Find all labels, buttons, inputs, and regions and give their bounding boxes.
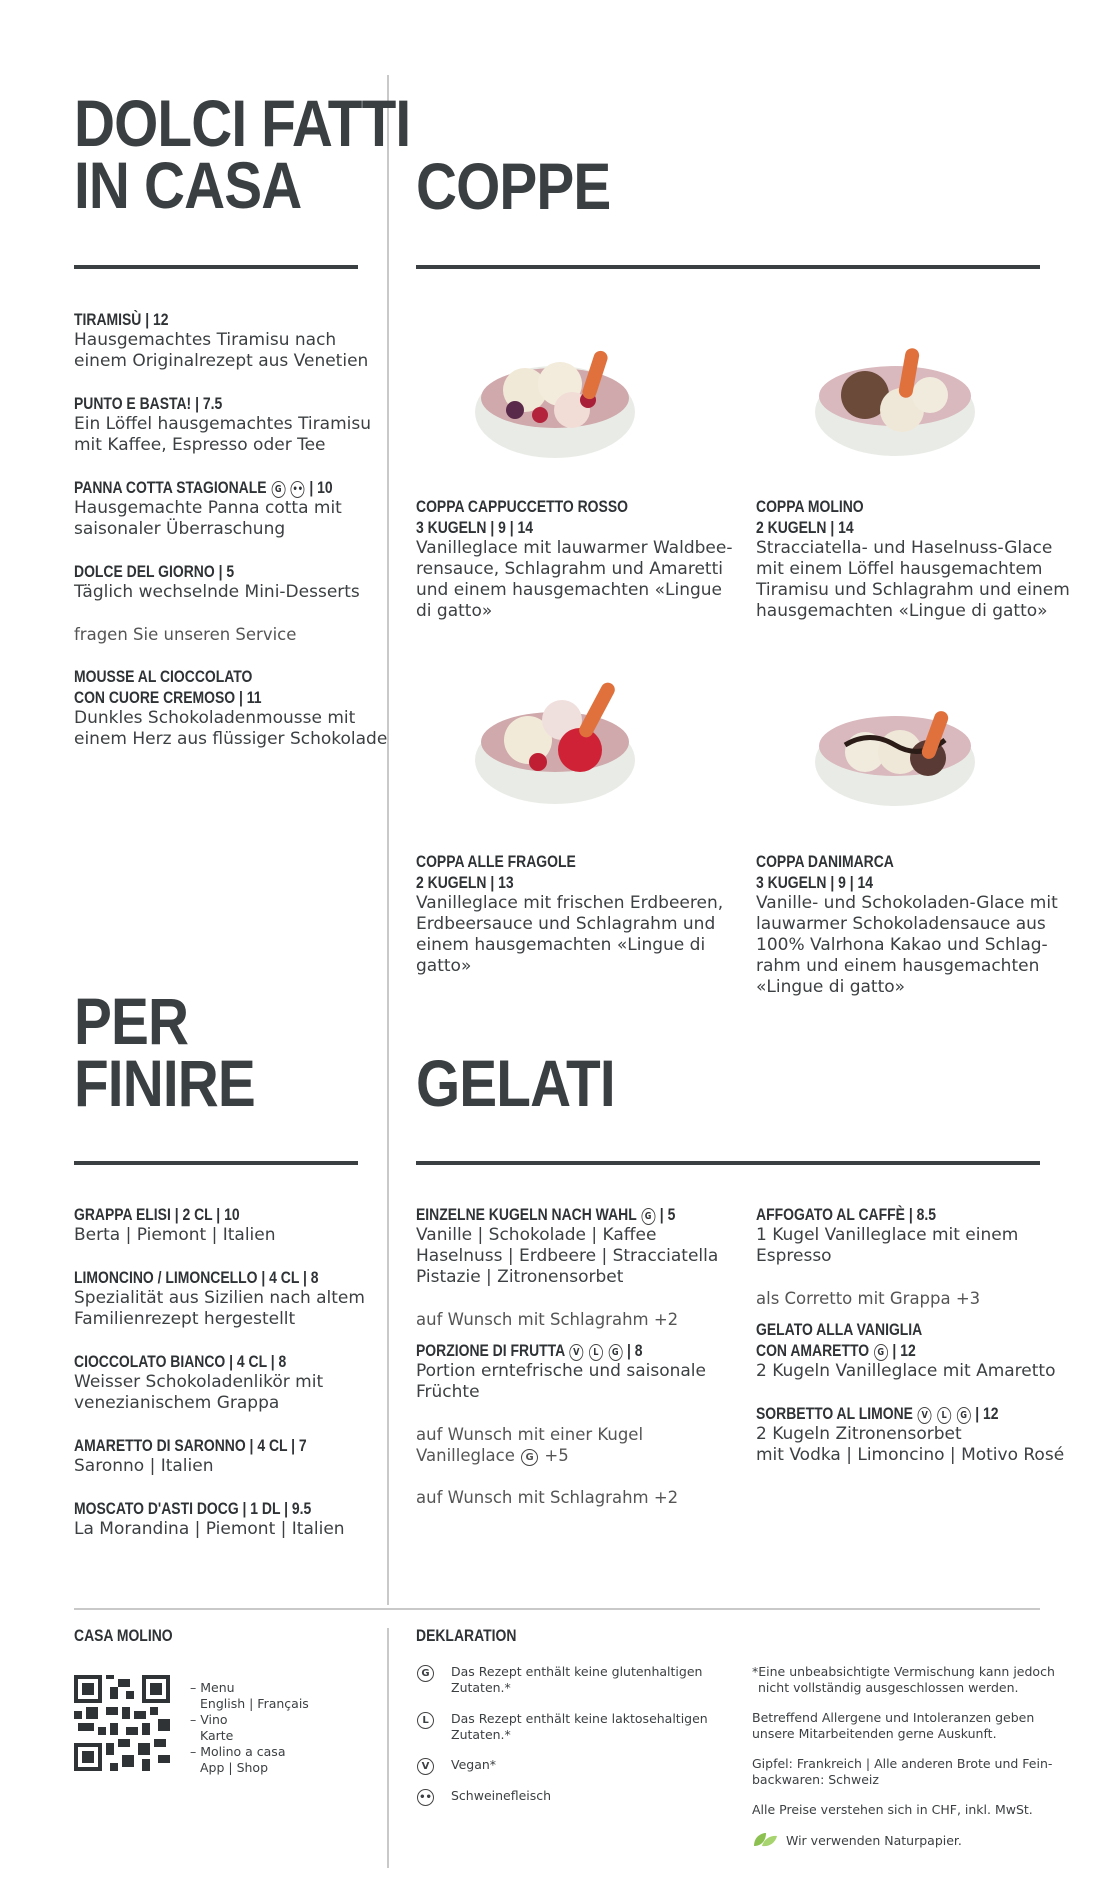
pork-icon: •• [417,1789,434,1806]
link-menu-languages[interactable]: English | Français [200,1696,309,1711]
drink-cioccolato-bianco: CIOCCOLATO BIANCO | 4 CL | 8 Weisser Schokoladenlikör mit venezianischem Grappa [74,1352,324,1413]
footer-notes: *Eine unbeabsichtigte Vermischung kann jedoch nicht vollständig ausgeschlossen werden. Betreffend Allergene und Intoleranzen geben unsere Mitarbeitenden gerne Auskunft. Gipfel: Frankreich | Alle anderen Brote und Fein- backwaren: Schweiz Alle Preise verstehen sich in CHF, inkl. MwSt. Wir verwenden Naturpapier. [752,1664,1055,1848]
per-finire-title: PER FINIRE [74,984,255,1120]
coppa-fragole-image [470,680,640,820]
qr-code[interactable] [74,1675,170,1771]
gluten-free-icon: G [957,1407,971,1424]
vegan-icon: V [417,1758,434,1775]
vegan-icon: V [918,1407,932,1424]
link-vino[interactable]: – Vino [190,1712,228,1727]
lactose-free-icon: L [417,1712,434,1729]
casa-molino-links [190,1680,309,1776]
coppa-molino-image [810,340,980,475]
dolci-rule [74,265,358,269]
deklaration-vegan: V Vegan* [416,1757,496,1773]
column-divider-upper [387,75,389,1605]
coppa-cappuccetto-rosso: COPPA CAPPUCCETTO ROSSO 3 KUGELN | 9 | 14 Vanilleglace mit lauwarmer Waldbee- rensauce, Schlagrahm und Amaretti und einem hausgemachten «Lingue di gatto» [416,497,733,621]
coppa-alle-fragole: COPPA ALLE FRAGOLE 2 KUGELN | 13 Vanilleglace mit frischen Erdbeeren, Erdbeersauce und Schlagrahm und einem hausgemachten «Lingue di gatto» [416,852,724,976]
coppa-molino: COPPA MOLINO 2 KUGELN | 14 Stracciatella- und Haselnuss-Glace mit einem Löffel hausgemachtem Tiramisu und Schlagrahm und einem hausgemachten «Lingue di gatto» [756,497,1070,621]
drink-moscato: MOSCATO D'ASTI DOCG | 1 DL | 9.5 La Morandina | Piemont | Italien [74,1499,345,1539]
link-menu[interactable]: – Menu [190,1680,235,1695]
gluten-free-icon: G [608,1344,622,1361]
casa-molino-title: CASA MOLINO [74,1626,173,1645]
gelati-column-2: AFFOGATO AL CAFFÈ | 8.5 1 Kugel Vanilleglace mit einem Espresso als Corretto mit Grappa +3 GELATO ALLA VANIGLIA CON AMARETTO G | 12 2 Kugeln Vanilleglace mit Amaretto SORBETTO AL LIMONE V L G | 12 2 Kugeln Zitronensorbet mit Vodka | Limoncino | Motivo Rosé [756,1205,1065,1465]
deklaration-lactose: L Das Rezept enthält keine laktosehaltigen Zutaten.* [416,1711,708,1743]
deklaration-gluten: G Das Rezept enthält keine glutenhaltigen Zutaten.* [416,1664,702,1696]
drink-limoncino: LIMONCINO / LIMONCELLO | 4 CL | 8 Spezialität aus Sizilien nach altem Familienrezept hergestellt [74,1268,365,1329]
gluten-free-icon: G [874,1344,888,1361]
link-app-shop[interactable]: App | Shop [200,1760,269,1775]
per-finire-rule [74,1161,358,1165]
coppe-rule [416,265,1040,269]
gelati-rule [416,1161,1040,1165]
drink-amaretto: AMARETTO DI SARONNO | 4 CL | 7 Saronno | Italien [74,1436,307,1476]
coppa-cappuccetto-image [470,340,640,475]
footer-top-rule [74,1608,1040,1610]
vegan-icon: V [569,1344,583,1361]
deklaration-title: DEKLARATION [416,1626,517,1645]
menu-item-mousse: MOUSSE AL CIOCCOLATO CON CUORE CREMOSO | 11 Dunkles Schokoladenmousse mit einem Herz aus flüssiger Schokolade [74,667,388,749]
menu-item-dolce-del-giorno: DOLCE DEL GIORNO | 5 Täglich wechselnde Mini-Desserts [74,562,360,602]
drink-grappa: GRAPPA ELISI | 2 CL | 10 Berta | Piemont | Italien [74,1205,276,1245]
menu-item-panna-cotta: PANNA COTTA STAGIONALE G •• | 10 Hausgemachte Panna cotta mit saisonaler Überraschung [74,478,342,539]
menu-item-punto-e-basta: PUNTO E BASTA! | 7.5 Ein Löffel hausgemachtes Tiramisu mit Kaffee, Espresso oder Tee [74,394,371,455]
service-note: fragen Sie unseren Service [74,625,297,644]
deklaration-pork: •• Schweinefleisch [416,1788,551,1804]
coppa-danimarca-image [810,690,980,825]
gluten-free-icon: G [641,1208,655,1225]
footer-divider [387,1628,389,1868]
gluten-free-icon: G [417,1665,434,1682]
gelati-column-1: EINZELNE KUGELN NACH WAHL G | 5 Vanille | Schokolade | Kaffee Haselnuss | Erdbeere | Stracciatella Pistazie | Zitronensorbet auf Wunsch mit Schlagrahm +2 PORZIONE DI FRUTTA V L G | 8 Portion erntefrische und saisonale Früchte auf Wunsch mit einer Kugel Vanilleglace G +5 auf Wunsch mit Schlagrahm +2 [416,1205,719,1507]
dolci-title: DOLCI FATTI IN CASA [74,86,411,222]
gluten-free-icon: G [271,481,285,498]
lactose-free-icon: L [937,1407,951,1424]
coppa-danimarca: COPPA DANIMARCA 3 KUGELN | 9 | 14 Vanille- und Schokoladen-Glace mit lauwarmer Schokoladensauce aus 100% Valrhona Kakao und Schlag- rahm und einem hausgemachten «Lingue di gatto» [756,852,1058,997]
lactose-free-icon: L [589,1344,603,1361]
menu-item-tiramisu: TIRAMISÙ | 12 Hausgemachtes Tiramisu nach einem Originalrezept aus Venetien [74,310,369,371]
leaf-icon [752,1832,778,1848]
link-vino-karte[interactable]: Karte [200,1728,234,1743]
gelati-title: GELATI [416,1046,615,1120]
gluten-free-icon: G [521,1449,538,1466]
coppe-title: COPPE [416,149,611,223]
pork-icon: •• [291,481,305,498]
link-molino-a-casa[interactable]: – Molino a casa [190,1744,286,1759]
